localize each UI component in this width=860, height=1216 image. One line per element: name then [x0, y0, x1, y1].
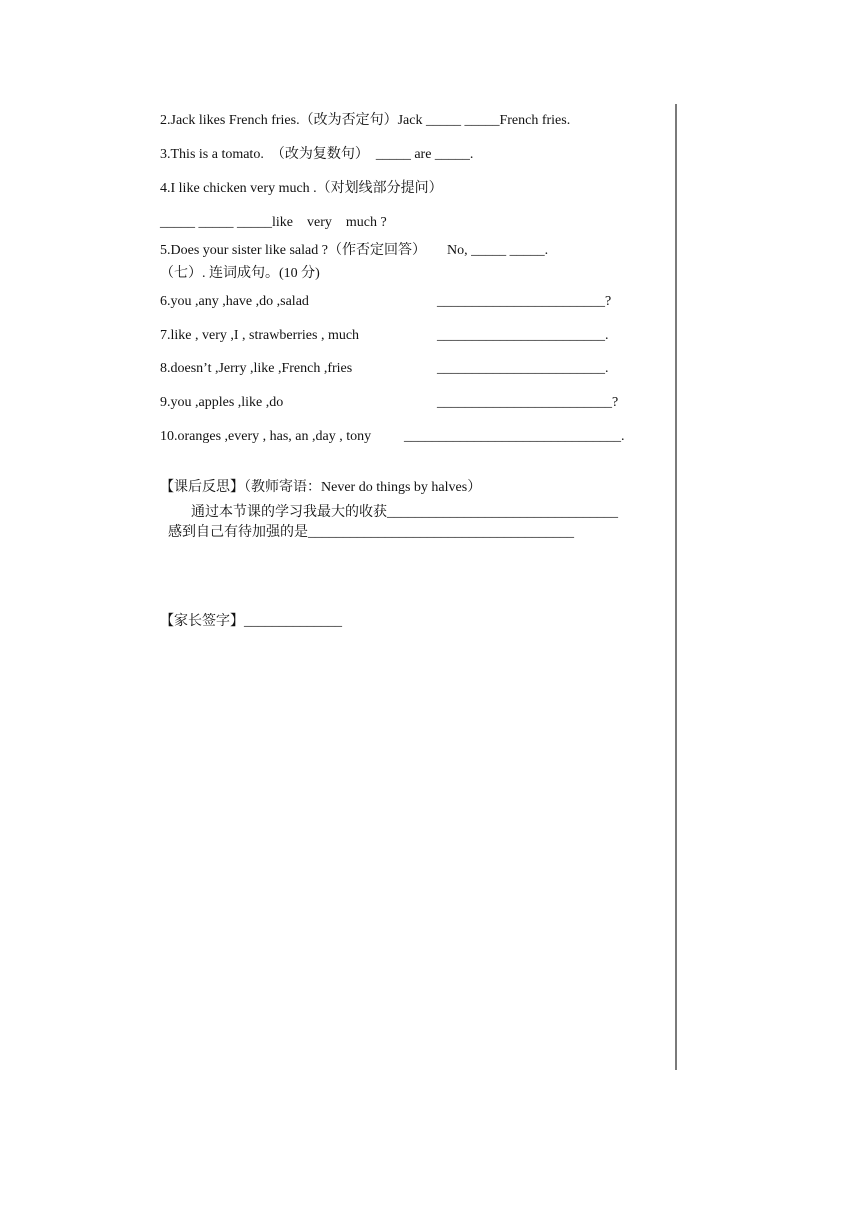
section-heading: （七）. 连词成句。(10 分)	[160, 266, 320, 281]
parent-signature: 【家长签字】______________	[160, 614, 342, 629]
reflection-title: 【课后反思】（教师寄语：Never do things by halves）	[160, 480, 482, 495]
reorder-answer-6: ________________________?	[437, 294, 612, 309]
reorder-prompt-9: 9.you ,apples ,like ,do	[160, 395, 284, 410]
reorder-prompt-6: 6.you ,any ,have ,do ,salad	[160, 294, 309, 309]
reorder-prompt-8: 8.doesn’t ,Jerry ,like ,French ,fries	[160, 361, 353, 376]
reflection-gain: 通过本节课的学习我最大的收获_________________________________	[191, 505, 618, 520]
exercise-5: 5.Does your sister like salad ?（作否定回答） No, _____ _____.	[160, 243, 549, 258]
reorder-answer-9: _________________________?	[437, 395, 619, 410]
reorder-answer-7: ________________________.	[437, 328, 609, 343]
reorder-prompt-7: 7.like , very ,I , strawberries , much	[160, 328, 360, 343]
reorder-answer-10: _______________________________.	[404, 429, 625, 444]
exercise-4: 4.I like chicken very much .（对划线部分提问）	[160, 181, 443, 196]
reorder-answer-8: ________________________.	[437, 361, 609, 376]
reorder-prompt-10: 10.oranges ,every , has, an ,day , tony	[160, 429, 372, 444]
exercise-2: 2.Jack likes French fries.（改为否定句）Jack _____ _____French fries.	[160, 113, 571, 128]
reflection-improve: 感到自己有待加强的是______________________________________	[168, 525, 574, 540]
exercise-3: 3.This is a tomato. （改为复数句） _____ are _____.	[160, 147, 474, 162]
exercise-4-answer: _____ _____ _____like very much ?	[160, 215, 387, 230]
right-margin-rule	[675, 104, 677, 1070]
